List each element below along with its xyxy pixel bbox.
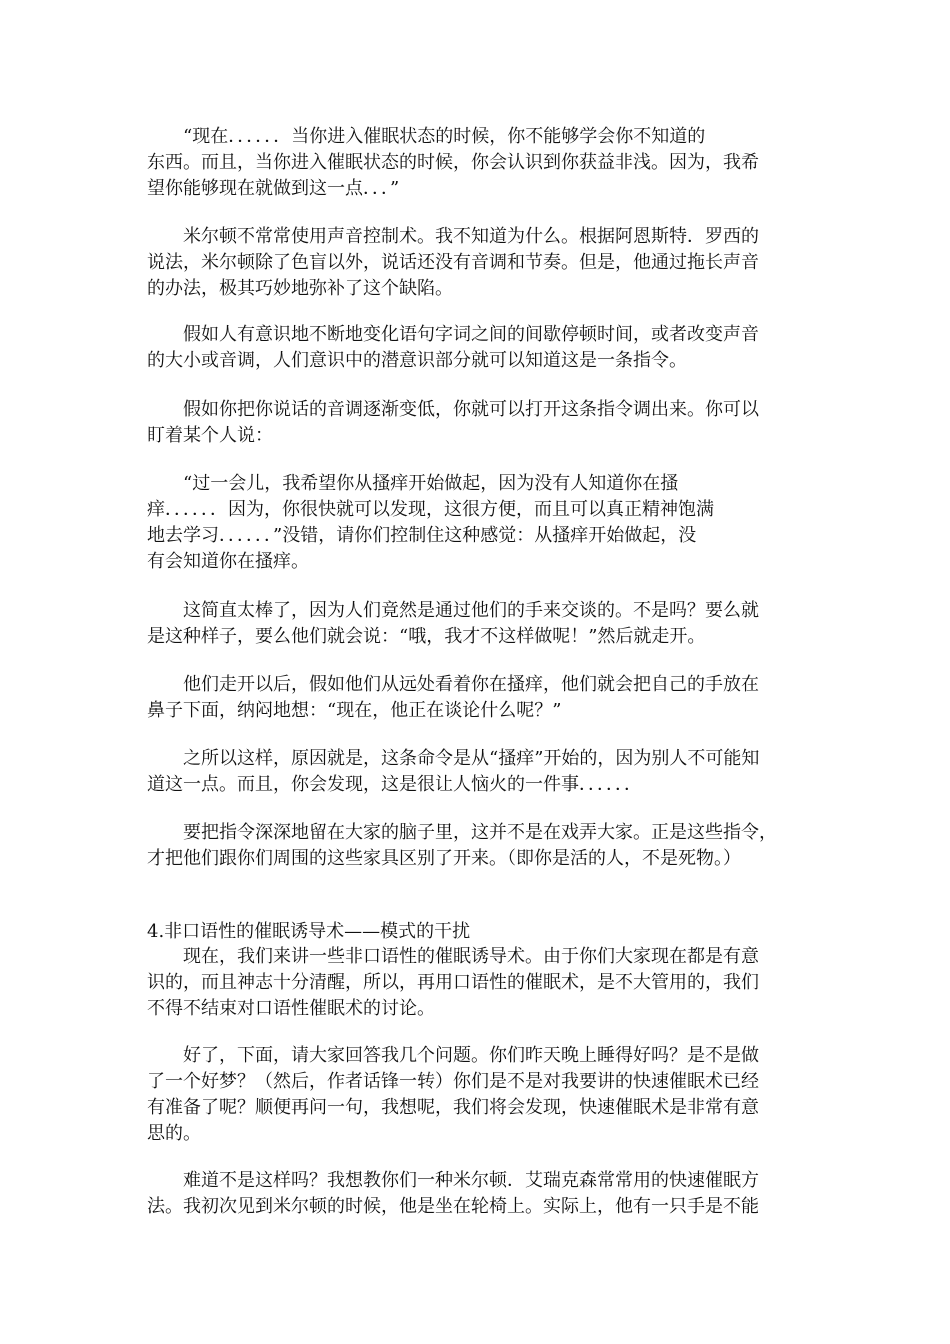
text-line: 有准备了呢？顺便再问一句，我想呢，我们将会发现，快速催眠术是非常有意 — [147, 1097, 759, 1118]
text-line: 痒．．．．．．因为，你很快就可以发现，这很方便，而且可以真正精神饱满 — [147, 499, 714, 520]
paragraph — [147, 944, 807, 1022]
text-line: 了一个好梦？（然后，作者话锋一转）你们是不是对我要讲的快速催眠术已经 — [147, 1071, 759, 1092]
text-line: 假如人有意识地不断地变化语句字词之间的间歇停顿时间，或者改变声音 — [183, 324, 759, 345]
text-line: 识的，而且神志十分清醒，所以，再用口语性的催眠术，是不大管用的，我们 — [147, 972, 759, 993]
text-line: 盯着某个人说： — [147, 425, 273, 446]
text-line: 他们走开以后，假如他们从远处看着你在搔痒，他们就会把自己的手放在 — [183, 674, 759, 695]
text-line: 鼻子下面，纳闷地想：“现在，他正在谈论什么呢？” — [147, 700, 562, 721]
text-line: 才把他们跟你们周围的这些家具区别了开来。（即你是活的人，不是死物。） — [147, 848, 741, 869]
section-heading: 4.非口语性的催眠诱导术——模式的干扰 — [147, 921, 471, 942]
text-line: 这简直太棒了，因为人们竟然是通过他们的手来交谈的。不是吗？要么就 — [183, 600, 759, 621]
text-line: 的大小或音调，人们意识中的潜意识部分就可以知道这是一条指令。 — [147, 350, 687, 371]
paragraph — [147, 746, 807, 798]
paragraph — [147, 397, 807, 449]
text-line: 说法，米尔顿除了色盲以外，说话还没有音调和节奏。但是，他通过拖长声音 — [147, 252, 759, 273]
paragraph — [147, 672, 807, 724]
text-line: 假如你把你说话的音调逐渐变低，你就可以打开这条指令调出来。你可以 — [183, 399, 759, 420]
text-line: 现在，我们来讲一些非口语性的催眠诱导术。由于你们大家现在都是有意 — [183, 946, 759, 967]
text-line: 思的。 — [147, 1123, 201, 1144]
text-line: “现在．．．．．．当你进入催眠状态的时候，你不能够学会你不知道的 — [183, 126, 706, 147]
text-line: 地去学习．．．．．．”没错，请你们控制住这种感觉：从搔痒开始做起，没 — [147, 525, 697, 546]
text-line: 难道不是这样吗？我想教你们一种米尔顿．艾瑞克森常常用的快速催眠方 — [183, 1170, 759, 1191]
text-line: 的办法，极其巧妙地弥补了这个缺陷。 — [147, 278, 453, 299]
text-line: 道这一点。而且，你会发现，这是很让人恼火的一件事．．．．．． — [147, 774, 642, 795]
text-line: 是这种样子，要么他们就会说：“哦，我才不这样做呢！”然后就走开。 — [147, 626, 706, 647]
paragraph — [147, 1043, 807, 1147]
text-line: “过一会儿，我希望你从搔痒开始做起，因为没有人知道你在搔 — [183, 473, 679, 494]
paragraph — [147, 820, 807, 872]
paragraph — [147, 322, 807, 374]
text-line: 米尔顿不常常使用声音控制术。我不知道为什么。根据阿恩斯特．罗西的 — [183, 226, 759, 247]
paragraph — [147, 224, 807, 302]
paragraph — [147, 598, 807, 650]
text-line: 不得不结束对口语性催眠术的讨论。 — [147, 998, 435, 1019]
paragraph — [147, 1168, 807, 1220]
text-line: 东西。而且，当你进入催眠状态的时候，你会认识到你获益非浅。因为，我希 — [147, 152, 759, 173]
text-line: 好了，下面，请大家回答我几个问题。你们昨天晚上睡得好吗？是不是做 — [183, 1045, 759, 1066]
text-line: 有会知道你在搔痒。 — [147, 551, 309, 572]
text-line: 望你能够现在就做到这一点．．．” — [147, 178, 400, 199]
text-line: 法。我初次见到米尔顿的时候，他是坐在轮椅上。实际上，他有一只手是不能 — [147, 1196, 759, 1217]
paragraph — [147, 124, 807, 202]
paragraph — [147, 471, 807, 575]
text-line: 要把指令深深地留在大家的脑子里，这并不是在戏弄大家。正是这些指令， — [183, 822, 777, 843]
text-line: 之所以这样，原因就是，这条命令是从“搔痒”开始的，因为别人不可能知 — [183, 748, 760, 769]
